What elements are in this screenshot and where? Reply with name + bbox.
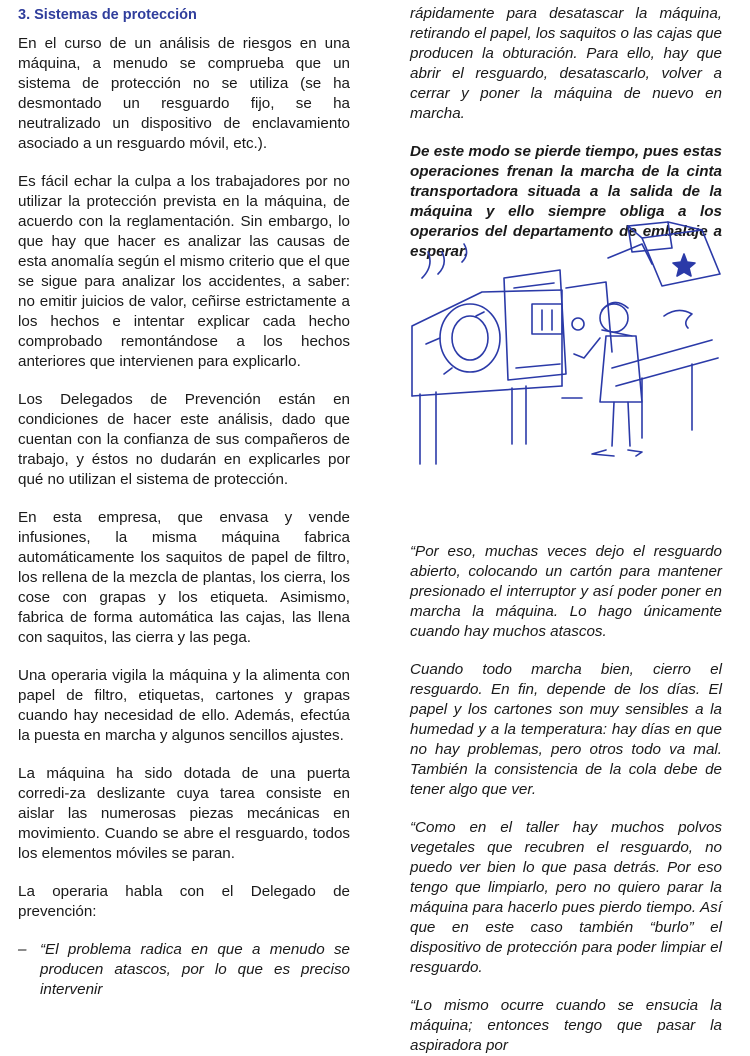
right-column [410,0,722,1056]
quote-continuation: rápidamente para desatascar la máquina, retirando el papel, los saquitos o las cajas que producen la obturación. Para ello, hay que abrir el resguardo, desatascarlo, volver a cerrar y poner la máquina de nuevo en marcha. [410,5,722,122]
paragraph-company: En esta empresa, que envasa y vende infusiones, la misma máquina fabrica automáticamente los saquitos de papel de filtro, los rellena de la mezcla de plantas, los cierra, los cose con grapas y los etiqueta. Asimismo, fabrica de forma automática las cajas, las llena con saquitos, las cierra y las pega. [18,509,350,646]
quote-dust: “Como en el taller hay muchos polvos vegetales que recubren el resguardo, no puedo ver bien lo que pasa detrás. Por eso tengo que limpiarlo, pero no quiero parar la máquina para hacerlo pues pierdo tiempo. Así que en este caso también “burlo” el dispositivo de protección para poder limpiar el resguardo. [410,819,722,976]
paragraph-blame-workers: Es fácil echar la culpa a los trabajadores por no utilizar la protección prevista en la máquina, de acuerdo con la reglamentación. Sin embargo, lo que hay que hacer es analizar las causas de esta anomalía según el mismo criterio que el que se sigue para analizar los accidentes, a saber: no emitir juicios de valor, ceñirse estrictamente a los hechos e intentar explicar cada hecho comprobado remontándose a los hechos anteriores que intervienen para explicarlo. [18,173,350,370]
paragraph-sliding-door: La máquina ha sido dotada de una puerta corredi-za deslizante cuya tarea consiste en aislar las numerosas piezas mecánicas en movimiento. Cuando se abre el resguardo, todos los elementos móviles se paran. [18,765,350,862]
operator-quote-text: “El problema radica en que a menudo se producen atascos, por lo que es preciso intervenir [40,941,350,998]
quote-cleaning: “Lo mismo ocurre cuando se ensucia la máquina; entonces tengo que pasar la aspiradora por [410,997,722,1054]
quote-carton-switch: “Por eso, muchas veces dejo el resguardo abierto, colocando un cartón para mantener presionado el interruptor y así poder poner en marcha la máquina. Lo hago únicamente cuando hay muchos atascos. [410,543,722,640]
list-dash: – [18,941,27,958]
left-column [18,0,350,1000]
paragraph-risk-analysis: En el curso de un análisis de riesgos en una máquina, a menudo se comprueba que un sistema de protección no se utiliza (se ha desmontado un resguardo fijo, se ha neutralizado un dispositivo de enclavamiento asociado a un resguardo móvil, etc.). [18,35,350,152]
machine-illustration [392,218,738,486]
quote-humidity: Cuando todo marcha bien, cierro el resguardo. En fin, depende de los días. El papel y los cartones son muy sensibles a la humedad y a la temperatura: hay días en que no hay problemas, pero otros todo va mal. También la consistencia de la cola debe de tener algo que ver. [410,661,722,798]
emphasis-paragraph: De este modo se pierde tiempo, pues estas operaciones frenan la marcha de la cinta transportadora situada a la salida de la máquina y ello siempre obliga a los operarios del departamento de embalaje a esperar. [410,143,722,260]
section-heading: 3. Sistemas de protección [18,7,197,23]
paragraph-operator-speaks: La operaria habla con el Delegado de prevención: [18,883,350,920]
operator-quote-start [18,940,350,1000]
paragraph-delegates: Los Delegados de Prevención están en condiciones de hacer este análisis, dado que cuentan con la confianza de sus compañeros de trabajo, y éstos no dudarán en explicarles por qué no utilizan el sistema de protección. [18,391,350,488]
paragraph-operator: Una operaria vigila la máquina y la alimenta con papel de filtro, etiquetas, cartones y grapas cuando hay necesidad de ello. Además, efectúa la puesta en marcha y algunos sencillos ajustes. [18,667,350,744]
